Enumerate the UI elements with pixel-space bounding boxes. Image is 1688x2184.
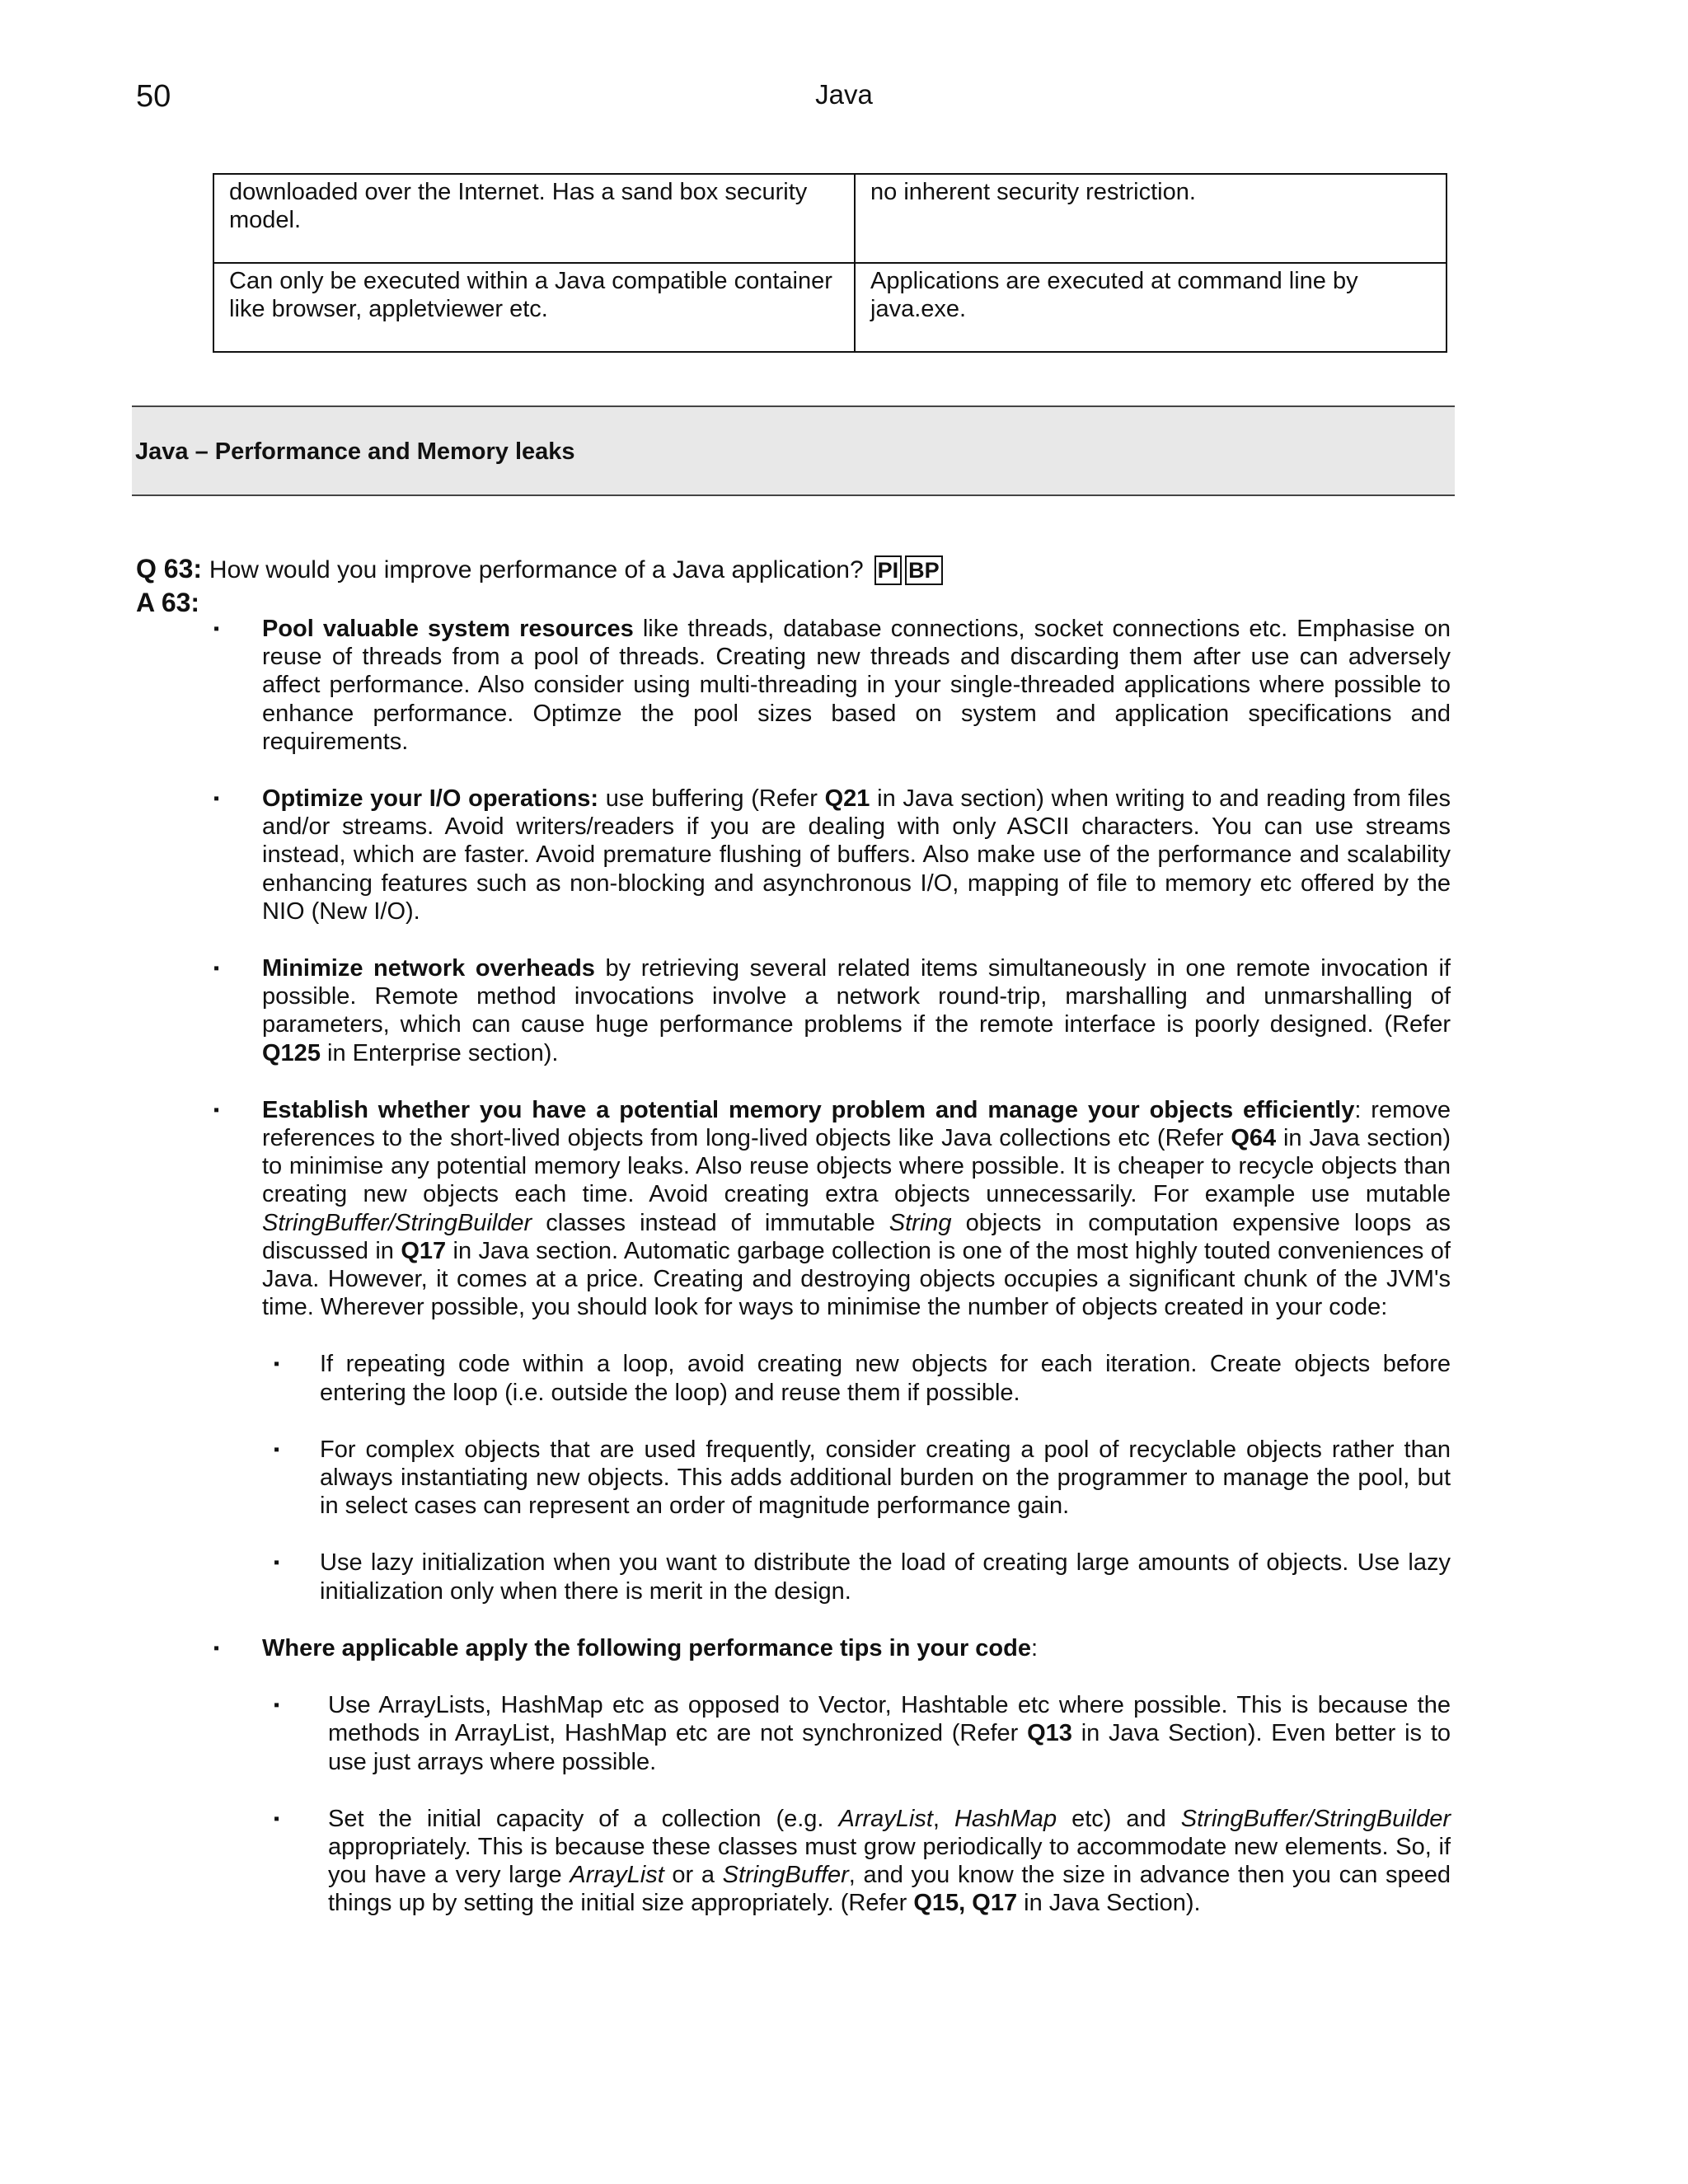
class-name: ArrayList [838,1805,933,1832]
sub-point-text: Use lazy initialization when you want to distribute the load of creating large amounts of objects. Use lazy initialization only when there is merit in the design. [320,1549,1451,1605]
table-cell: Applications are executed at command line by java.exe. [855,263,1447,352]
bullet-icon: ▪ [274,1696,280,1715]
point-heading: Pool valuable system resources [262,616,634,642]
list-item [213,1634,1451,1662]
list-item [213,615,1451,756]
bullet-icon: ▪ [213,1100,220,1119]
sub-list-item [274,1691,1451,1776]
point-text: objects in computation expensive loops as discussed in [262,1209,1451,1264]
sub-point-text: Use ArrayLists, HashMap etc as opposed to Vector, Hashtable etc where possible. This is because the methods in ArrayList, HashMap etc are not synchronized (Refer [328,1692,1451,1747]
table-row [213,263,1447,352]
class-name: HashMap [954,1805,1057,1832]
reference: Q21 [824,785,870,813]
bullet-icon: ▪ [274,1440,280,1459]
sub-point-text: appropriately. This is because these classes must grow periodically to accommodate new elements. So, if you have a very large [328,1833,1451,1889]
table-cell: Can only be executed within a Java compatible container like browser, appletviewer etc. [213,263,855,352]
sub-point-text: Set the initial capacity of a collection (e.g. [328,1805,839,1832]
sub-point-text: etc) and [1057,1805,1181,1832]
sub-list-item [274,1549,1451,1605]
bullet-icon: ▪ [213,1638,220,1657]
reference: Q13 [1027,1720,1072,1747]
comparison-table [213,173,1447,353]
bullet-icon: ▪ [213,790,220,808]
point-text: like threads, database connections, socket connections etc. Emphasise on reuse of threads from a pool of threads. Creating new threads and discarding them after use can adversely affect performance. Also consider using multi-threading in your single-threaded applications where possible to enhance performance. Optimze the pool sizes based on system and application specifications and requirements. [262,616,1451,755]
class-name: StringBuffer/StringBuilder [262,1209,532,1236]
section-banner [132,405,1455,496]
sub-point-text: For complex objects that are used frequently, consider creating a pool of recyclable objects rather than always instantiating new objects. This adds additional burden on the programmer to manage the pool, but in select cases can represent an order of magnitude performance gain. [320,1436,1451,1520]
point-text: : remove references to the short-lived objects from long-lived objects like Java collections etc (Refer [262,1096,1451,1152]
list-item [213,785,1451,926]
sub-point-text: in Java Section). [1017,1890,1201,1917]
answer-body [0,615,1688,1947]
reference: Q17 [401,1237,447,1264]
class-name: ArrayList [570,1862,664,1889]
point-heading: Minimize network overheads [262,955,595,982]
class-name: StringBuffer [722,1862,849,1889]
point-text: use buffering (Refer [598,785,825,813]
point-text: classes instead of immutable [532,1209,889,1236]
question-text: How would you improve performance of a Java application? [209,556,864,583]
sub-list-item [274,1350,1451,1406]
sub-list-item [274,1436,1451,1521]
section-title: Java – Performance and Memory leaks [135,438,575,465]
answer-label: A 63: [136,588,200,617]
bullet-icon: ▪ [274,1355,280,1374]
list-item [213,1096,1451,1322]
point-text: : [1030,1634,1039,1661]
point-text: in Java section) when writing to and reading from files and/or streams. Avoid writers/readers if you are dealing with only ASCII characters. You can use streams instead, which are faster. Avoid premature flushing of buffers. Also make use of the performance and scalability enhancing features such as non-blocking and asynchronous I/O, mapping of file to memory etc offered by the NIO (New I/O). [262,785,1451,925]
sub-list-item [274,1805,1451,1918]
table-row [213,174,1447,263]
class-name: StringBuffer/StringBuilder [1180,1805,1451,1832]
list-item [213,954,1451,1067]
running-header: Java [815,79,873,110]
sub-point-text: or a [663,1862,723,1889]
sub-point-text: in Java Section). Even better is to use just arrays where possible. [328,1720,1451,1775]
bullet-icon: ▪ [213,959,220,978]
bullet-icon: ▪ [274,1809,280,1828]
reference: Q125 [262,1039,321,1066]
point-text: in Java section. Automatic garbage collection is one of the most highly touted conveniences of Java. However, it comes at a price. Creating and destroying objects occupies a significant chunk of the JVM's time. Wherever possible, you should look for ways to minimise the number of objects created in your code: [262,1237,1451,1321]
class-name: String [889,1209,952,1236]
point-text: in Enterprise section). [320,1039,559,1066]
table-cell: downloaded over the Internet. Has a sand box security model. [213,174,855,263]
bullet-icon: ▪ [274,1554,280,1572]
sub-point-text: , [932,1805,954,1832]
tag-bp: BP [905,555,943,585]
page-number: 50 [136,79,171,114]
question-label: Q 63: [136,554,203,583]
point-text: in Java section) to minimise any potential memory leaks. Also reuse objects where possible. It is cheaper to recycle objects than creating new objects each time. Avoid creating extra objects unnecessarily. For example use mutable [262,1125,1451,1208]
point-heading: Optimize your I/O operations: [262,785,599,813]
table-cell: no inherent security restriction. [855,174,1447,263]
sub-point-text: If repeating code within a loop, avoid creating new objects for each iteration. Create objects before entering the loop (i.e. outside the loop) and reuse them if possible. [320,1351,1451,1406]
question-line [136,554,943,585]
point-text: by retrieving several related items simultaneously in one remote invocation if possible. Remote method invocations involve a network round-trip, marshalling and unmarshalling of parameters, which can cause huge performance problems if the remote interface is poorly designed. (Refer [262,955,1451,1038]
bullet-icon: ▪ [213,620,220,638]
tag-pi: PI [874,555,903,585]
sub-point-text: , and you know the size in advance then you can speed things up by setting the initial size appropriately. (Refer [328,1862,1451,1917]
reference: Q15, Q17 [913,1890,1018,1917]
reference: Q64 [1231,1125,1277,1152]
point-heading: Establish whether you have a potential memory problem and manage your objects efficiently [262,1096,1355,1123]
point-heading: Where applicable apply the following performance tips in your code [262,1634,1031,1661]
